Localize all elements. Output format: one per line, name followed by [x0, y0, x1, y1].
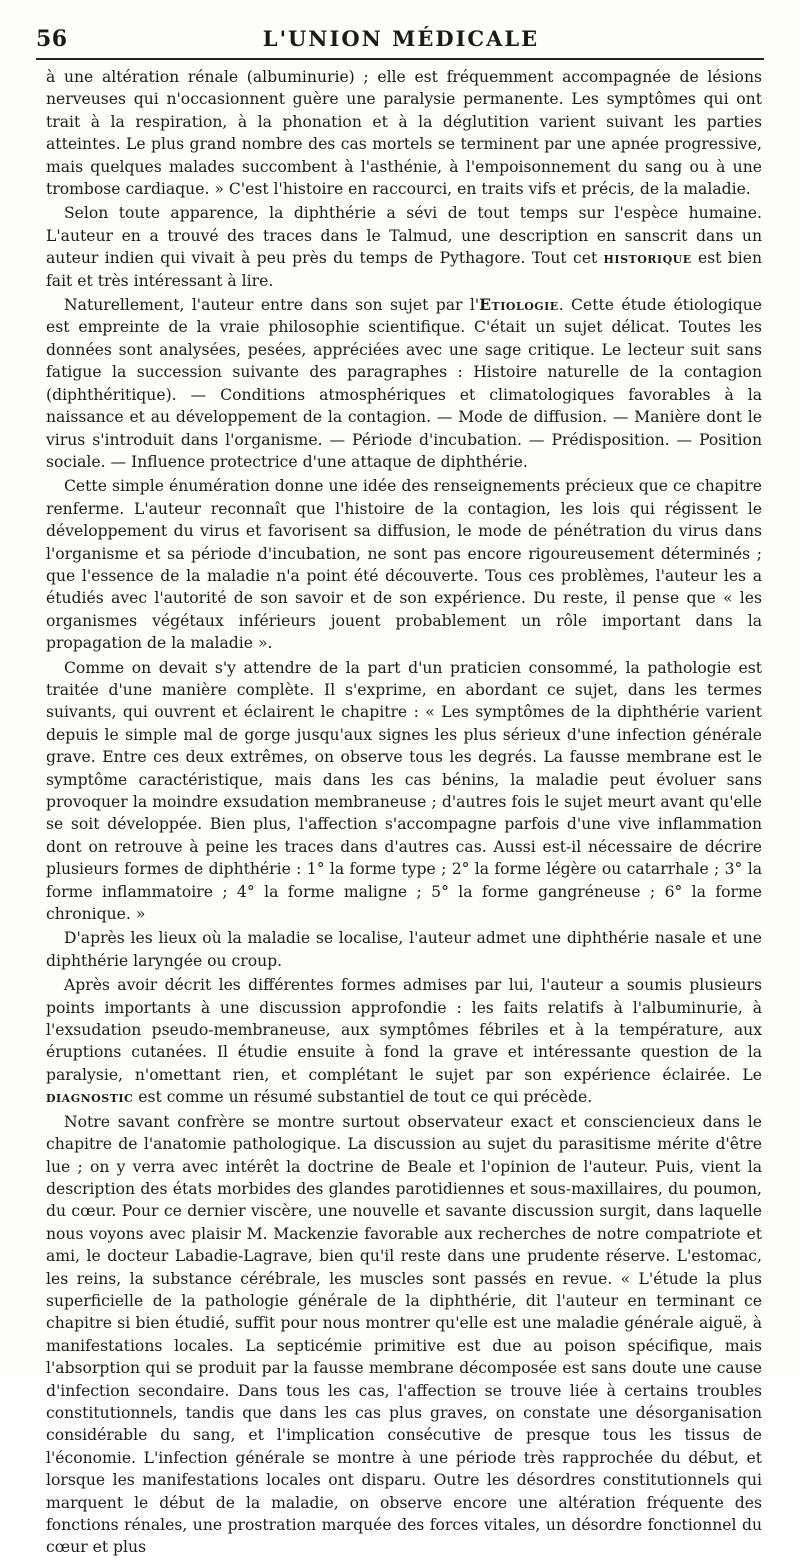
- paragraph: [46, 66, 762, 200]
- small-caps-term: Etiologie: [479, 295, 559, 315]
- paragraph: [46, 475, 762, 654]
- paragraph: [46, 974, 762, 1108]
- paragraph: [46, 927, 762, 972]
- small-caps-term: diagnostic: [46, 1087, 134, 1107]
- paragraph-text: Naturellement, l'auteur entre dans son sujet par l': [64, 296, 480, 315]
- paragraph-text: Comme on devait s'y attendre de la part d'un praticien consommé, la pathologie est traitée d'une manière complète. Il s'exprime, en abordant ce sujet, dans les termes suivants, qui ouvrent et éclairent le chapitre : « Les symptômes de la diphthérie varient depuis le simple mal de gorge jusqu'aux signes les plus sérieux d'une infection générale grave. Entre ces deux extrêmes, on observe tous les degrés. La fausse membrane est le symptôme caractéristique, mais dans les cas bénins, la maladie peut évoluer sans provoquer la moindre exsudation membraneuse ; d'autres fois le sujet meurt avant qu'elle se soit développée. Bien plus, l'affection s'accompagne parfois d'une vive inflammation dont on retrouve à peine les traces dans d'autres cas. Aussi est-il nécessaire de décrire plusieurs formes de diphthérie : 1° la forme type ; 2° la forme légère ou catarrhale ; 3° la forme inflammatoire ; 4° la forme maligne ; 5° la forme gangréneuse ; 6° la forme chronique. »: [46, 658, 762, 924]
- running-title: L'UNION MÉDICALE: [262, 26, 540, 51]
- paragraph-text: Cette simple énumération donne une idée des renseignements précieux que ce chapitre renferme. L'auteur reconnaît que l'histoire de la contagion, les lois qui régissent le développement du virus et favorisent sa diffusion, le mode de pénétration du virus dans l'organisme et sa période d'incubation, ne sont pas encore rigoureusement déterminés ; que l'essence de la maladie n'a point été découverte. Tous ces problèmes, l'auteur les a étudiés avec l'autorité de son savoir et de son expérience. Du reste, il pense que « les organismes végétaux inférieurs jouent probablement un rôle important dans la propagation de la maladie ».: [46, 477, 762, 653]
- paragraph: [46, 202, 762, 292]
- paragraph-text: à une altération rénale (albuminurie) ; elle est fréquemment accompagnée de lésions nerveuses qui n'occasionnent guère une paralysie permanente. Les symptômes qui ont trait à la respiration, à la phonation et à la déglutition varient suivant les parties atteintes. Le plus grand nombre des cas mortels se terminent par une apnée progressive, mais quelques malades succombent à l'asthénie, à l'empoisonnement du sang ou à une trombose cardiaque. » C'est l'histoire en raccourci, en traits vifs et précis, de la maladie.: [46, 68, 762, 199]
- paragraph: [46, 1111, 762, 1559]
- paragraph-text: Notre savant confrère se montre surtout observateur exact et consciencieux dans le chapitre de l'anatomie pathologique. La discussion au sujet du parasitisme mérite d'être lue ; on y verra avec intérêt la doctrine de Beale et l'opinion de l'auteur. Puis, vient la description des états morbides des glandes parotidiennes et sous-maxillaires, du poumon, du cœur. Pour ce dernier viscère, une nouvelle et savante discussion surgit, dans laquelle nous voyons avec plaisir M. Mackenzie favorable aux recherches de notre compatriote et ami, le docteur Labadie-Lagrave, bien qu'il reste dans une prudente réserve. L'estomac, les reins, la substance cérébrale, les muscles sont passés en revue. « L'étude la plus superficielle de la pathologie générale de la diphthérie, dit l'auteur en terminant ce chapitre si bien étudié, suffit pour nous montrer qu'elle est une maladie générale aiguë, à manifestations locales. La septicémie primitive est due au poison spécifique, mais l'absorption qui se produit par la fausse membrane décomposée est sans doute une cause d'infection secondaire. Dans tous les cas, l'affection se trouve liée à certains troubles constitutionnels, tandis que dans les cas plus graves, on constate une désorganisation considérable du sang, et l'implication consécutive de presque tous les tissus de l'économie. L'infection générale se montre à une période très rapprochée du début, et lorsque les manifestations locales ont disparu. Outre les désordres constitutionnels qui marquent le début de la maladie, on observe encore une altération fréquente des fonctions rénales, une prostration marquée des forces vitales, un désordre fonctionnel du cœur et plus: [46, 1112, 762, 1557]
- paragraph: [46, 657, 762, 926]
- page-number: 56: [36, 26, 68, 52]
- paragraph-text: Selon toute apparence, la diphthérie a sévi de tout temps sur l'espèce humaine. L'auteur en a trouvé des traces dans le Talmud, une description en sanscrit dans un auteur indien qui vivait à peu près du temps de Pythagore. Tout cet: [46, 204, 762, 268]
- paragraph-text: D'après les lieux où la maladie se localise, l'auteur admet une diphthérie nasale et une diphthérie laryngée ou croup.: [46, 929, 762, 970]
- paragraph-text: Après avoir décrit les différentes formes admises par lui, l'auteur a soumis plusieurs points importants à une discussion approfondie : les faits relatifs à l'albuminurie, à l'exsudation pseudo-membraneuse, aux symptômes fébriles et à la température, aux éruptions cutanées. Il étudie ensuite à fond la grave et intéressante question de la paralysie, n'omettant rien, et complétant le sujet par son expérience éclairée. Le: [46, 976, 762, 1084]
- paragraph-text: . Cette étude étiologique est empreinte de la vraie philosophie scientifique. C'était un sujet délicat. Toutes les données sont analysées, pesées, appréciées avec une sage critique. Le lecteur suit sans fatigue la succession suivante des paragraphes : Histoire naturelle de la contagion (diphthéritique). — Conditions atmosphériques et climatologiques favorables à la naissance et au développement de la contagion. — Mode de diffusion. — Manière dont le virus s'introduit dans l'organisme. — Période d'incubation. — Prédisposition. — Position sociale. — Influence protectrice d'une attaque de diphthérie.: [46, 296, 762, 471]
- article-body: [46, 66, 762, 1561]
- paragraph-text: est comme un résumé substantiel de tout ce qui précède.: [133, 1088, 593, 1107]
- header-rule: [36, 58, 764, 60]
- paragraph-text: est bien fait et très intéressant à lire.: [46, 249, 762, 290]
- paragraph: [46, 294, 762, 473]
- page-header: [36, 20, 766, 54]
- small-caps-term: historique: [603, 248, 692, 268]
